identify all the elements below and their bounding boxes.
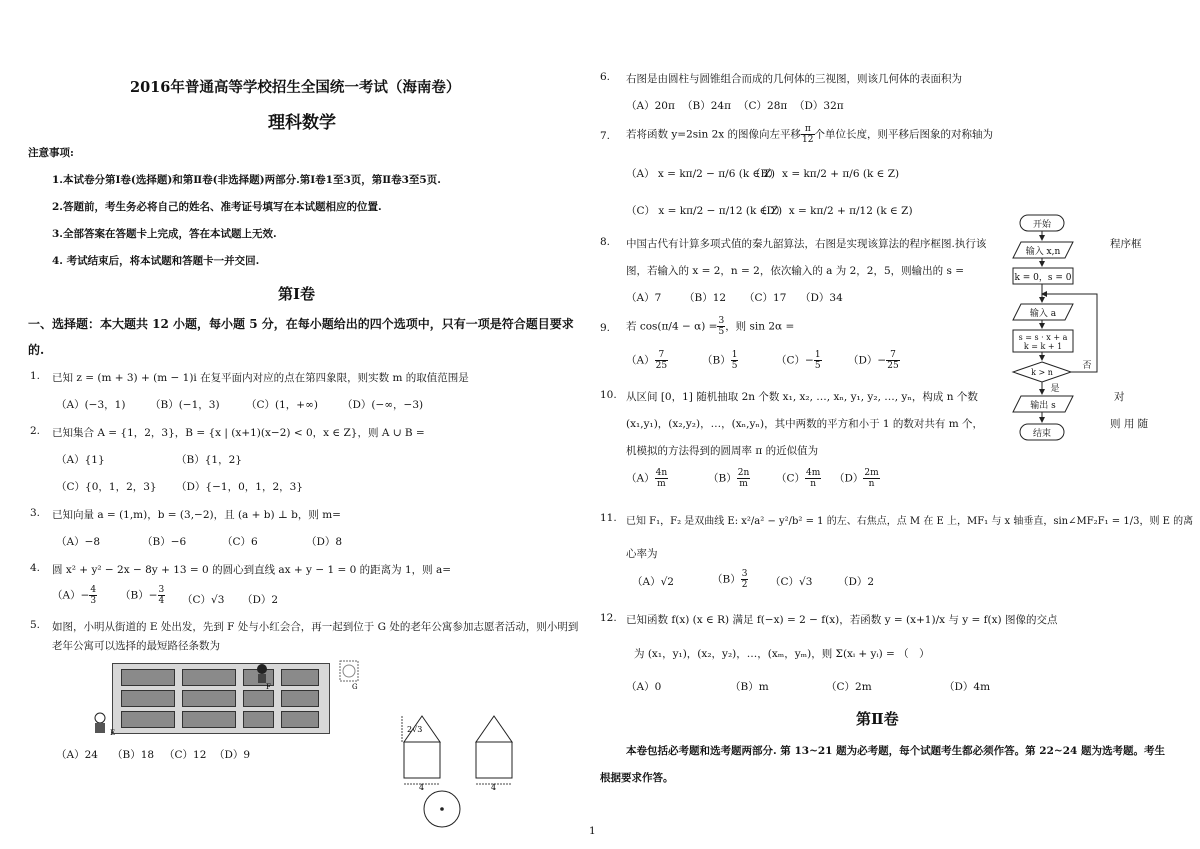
q12-option-d: （D）4m [944, 681, 991, 693]
q11-option-d: （D）2 [838, 576, 875, 588]
q2-number: 2. [30, 425, 41, 437]
part2-title: 第Ⅱ卷 [856, 710, 899, 728]
page-number: 1 [589, 825, 596, 837]
q12-option-c: （C）2m [826, 681, 872, 693]
point-f-label: F [266, 683, 271, 691]
q7-option-d: （D） x = kπ/2 + π/12 (k ∈ Z) [756, 205, 913, 217]
q11-option-a: （A）√2 [632, 576, 674, 588]
q1-number: 1. [30, 370, 41, 382]
notes-heading: 注意事项: [28, 147, 74, 159]
q8-option-b: （B）12 [684, 292, 727, 304]
q1-option-a: （A）(−3，1) [56, 399, 126, 411]
q6-option-d: （D）32π [794, 100, 844, 112]
q5-stem-line2: 老年公寓可以选择的最短路径条数为 [52, 640, 220, 652]
flowchart-start-label: 开始 [1032, 220, 1052, 230]
q8-number: 8. [600, 236, 611, 248]
q10-stem-line2-tail: 则 用 随 [1110, 418, 1149, 430]
q4-number: 4. [30, 562, 41, 574]
q1-option-b: （B）(−1，3) [150, 399, 220, 411]
flowchart-input-xn-label: 输入 x,n [1025, 247, 1061, 257]
q5-number: 5. [30, 619, 41, 631]
q9-number: 9. [600, 322, 611, 334]
section-heading-line1: 一、选择题：本大题共 12 小题，每小题 5 分，在每小题给出的四个选项中，只有一项是符合题目要求 [28, 317, 574, 331]
q10-option-a: （A） $\frac{4n}{m}$ [626, 468, 668, 489]
q4-stem: 圆 x² + y² − 2x − 8y + 13 = 0 的圆心到直线 ax + y − 1 = 0 的距离为 1，则 a= [52, 564, 452, 576]
q8-option-c: （C）17 [744, 292, 787, 304]
q6-stem: 右图是由圆柱与圆锥组合而成的几何体的三视图，则该几何体的表面积为 [626, 73, 962, 85]
q12-option-b: （B）m [730, 681, 769, 693]
q7-stem: 若将函数 y=2sin 2x 的图像向左平移 $\frac{\pi}{12}$ 个单位长度，则平移后图象的对称轴为 [626, 124, 993, 145]
q10-option-c: （C） $\frac{4m}{n}$ [776, 468, 821, 489]
q10-option-d: （D） $\frac{2m}{n}$ [834, 468, 879, 489]
program-flowchart [1005, 210, 1115, 450]
q12-stem-line1: 已知函数 f(x) (x ∈ R) 满足 f(−x) = 2 − f(x)，若函数 y = (x+1)/x 与 y = f(x) 图像的交点 [626, 614, 1058, 626]
q11-option-b: （B） $\frac{3}{2}$ [712, 569, 748, 590]
side-view [476, 716, 512, 778]
q10-stem-line3: 机模拟的方法得到的圆周率 π 的近似值为 [626, 445, 819, 457]
q9-option-d: （D）− $\frac{7}{25}$ [848, 350, 899, 371]
q11-stem-line2: 心率为 [626, 548, 658, 560]
part2-intro-line2: 根据要求作答。 [600, 772, 674, 784]
q3-option-d: （D）8 [306, 536, 343, 548]
street-grid-characters [90, 655, 370, 745]
q12-number: 12. [600, 612, 617, 624]
q3-option-a: （A）−8 [56, 536, 101, 548]
flowchart-init-label: k = 0，s = 0 [1014, 273, 1072, 283]
q9-option-b: （B） $\frac{1}{5}$ [702, 350, 738, 371]
flowchart-no-label: 否 [1082, 361, 1092, 371]
q9-stem: 若 cos(π/4 − α) = $\frac{3}{5}$ ，则 sin 2α = [626, 316, 795, 337]
q7-option-c: （C） x = kπ/2 − π/12 (k ∈ Z) [626, 205, 783, 217]
section-heading-line2: 的. [28, 343, 45, 357]
note-item-2: 2.答题前，考生务必将自己的姓名、准考证号填写在本试题相应的位置. [52, 201, 382, 213]
part1-title: 第Ⅰ卷 [278, 285, 316, 303]
width-dimension-label: 4 [491, 783, 497, 792]
q4-option-d: （D）2 [242, 594, 279, 606]
q2-option-d: （D）{−1，0，1，2，3} [176, 481, 303, 493]
q10-option-b: （B） $\frac{2n}{m}$ [708, 468, 750, 489]
part2-intro-line1: 本卷包括必考题和选考题两部分. 第 13~21 题为必考题，每个试题考生都必须作答。第 22~24 题为选考题。考生 [626, 745, 1165, 757]
q11-number: 11. [600, 512, 617, 524]
q3-stem: 已知向量 a = (1,m)，b = (3,−2)，且 (a + b) ⊥ b，则 m= [52, 509, 341, 521]
q7-number: 7. [600, 130, 611, 142]
q4-option-c: （C）√3 [182, 594, 225, 606]
q10-stem-line1-tail: 对 [1114, 391, 1125, 403]
q8-stem-line2: 图，若输入的 x = 2，n = 2，依次输入的 a 为 2，2，5，则输出的 s = [626, 265, 965, 277]
q5-option-a: （A）24 [56, 749, 98, 761]
building-icon [340, 661, 358, 681]
flowchart-end-label: 结束 [1032, 429, 1052, 439]
q5-option-c: （C）12 [164, 749, 207, 761]
q8-option-d: （D）34 [800, 292, 843, 304]
q8-option-a: （A）7 [626, 292, 662, 304]
q6-option-c: （C）28π [738, 100, 788, 112]
q8-stem-line1-tail: 程序框 [1110, 238, 1142, 250]
q3-option-c: （C）6 [222, 536, 258, 548]
q6-option-b: （B）24π [682, 100, 731, 112]
q10-number: 10. [600, 389, 617, 401]
q12-stem-line2: 为 (x₁，y₁)，(x₂，y₂)，…，(xₘ，yₘ)，则 Σ(xᵢ + yᵢ) = （ ） [634, 648, 930, 660]
flowchart-input-a-label: 输入 a [1029, 309, 1057, 319]
width-dimension-label: 4 [419, 783, 425, 792]
q1-option-c: （C）(1，+∞) [246, 399, 318, 411]
flowchart-condition-label: k > n [1031, 368, 1053, 377]
top-view [424, 791, 460, 827]
exam-subject: 理科数学 [268, 113, 336, 133]
point-g-label: G [352, 683, 358, 691]
q1-option-d: （D）(−∞，−3) [342, 399, 424, 411]
q5-stem-line1: 如图，小明从街道的 E 处出发，先到 F 处与小红会合，再一起到位于 G 处的老年公寓参加志愿者活动，则小明到 [52, 621, 579, 633]
q11-option-c: （C）√3 [770, 576, 813, 588]
q6-option-a: （A）20π [626, 100, 675, 112]
exam-title: 2016年普通高等学校招生全国统一考试（海南卷） [130, 79, 461, 96]
point-e-label: E [110, 729, 116, 737]
height-dimension-label: 2√3 [407, 725, 423, 734]
q7-option-a: （A） x = kπ/2 − π/6 (k ∈ Z) [626, 168, 776, 180]
q11-stem-line1: 已知 F₁，F₂ 是双曲线 E: x²/a² − y²/b² = 1 的左、右焦点，点 M 在 E 上，MF₁ 与 x 轴垂直，sin∠MF₂F₁ = 1/3，则 E 的离 [626, 516, 1194, 527]
q9-option-c: （C）− $\frac{1}{5}$ [776, 350, 821, 371]
q2-option-a: （A）{1} [56, 454, 105, 466]
q7-option-b: （B） x = kπ/2 + π/6 (k ∈ Z) [750, 168, 900, 180]
flowchart-update-label-1: s = s · x + a [1018, 333, 1068, 342]
q5-option-d: （D）9 [214, 749, 251, 761]
q4-option-a: （A）− $\frac{4}{3}$ [52, 585, 97, 606]
q9-option-a: （A） $\frac{7}{25}$ [626, 350, 668, 371]
q10-stem-line2: (x₁,y₁)，(x₂,y₂)，…，(xₙ,yₙ)，其中两数的平方和小于 1 的数对共有 m 个， [626, 418, 984, 430]
q6-number: 6. [600, 71, 611, 83]
note-item-4: 4. 考试结束后，将本试题和答题卡一并交回. [52, 255, 260, 267]
flowchart-yes-label: 是 [1050, 384, 1060, 394]
q12-option-a: （A）0 [626, 681, 662, 693]
person-icon [257, 664, 267, 683]
q3-number: 3. [30, 507, 41, 519]
three-view-figure [400, 712, 540, 832]
q8-stem-line1: 中国古代有计算多项式值的秦九韶算法，右图是实现该算法的程序框图.执行该 [626, 238, 987, 250]
note-item-1: 1.本试卷分第Ⅰ卷(选择题)和第Ⅱ卷(非选择题)两部分.第Ⅰ卷1至3页，第Ⅱ卷3至5页. [52, 174, 441, 186]
flowchart-update-label-2: k = k + 1 [1023, 342, 1063, 351]
flowchart-output-label: 输出 s [1030, 401, 1056, 411]
q2-option-c: （C）{0，1，2，3} [56, 481, 157, 493]
q2-stem: 已知集合 A = {1，2，3}，B = {x | (x+1)(x−2) < 0，x ∈ Z}，则 A ∪ B = [52, 427, 425, 439]
q10-stem-line1: 从区间 [0，1] 随机抽取 2n 个数 x₁, x₂, …, xₙ, y₁, y₂, …, yₙ，构成 n 个数 [626, 391, 978, 403]
q1-stem: 已知 z = (m + 3) + (m − 1)i 在复平面内对应的点在第四象限，则实数 m 的取值范围是 [52, 372, 469, 384]
q5-option-b: （B）18 [112, 749, 155, 761]
person-icon [95, 713, 105, 733]
q4-option-b: （B）− $\frac{3}{4}$ [120, 585, 165, 606]
q2-option-b: （B）{1，2} [176, 454, 242, 466]
note-item-3: 3.全部答案在答题卡上完成，答在本试题上无效. [52, 228, 277, 240]
q3-option-b: （B）−6 [142, 536, 187, 548]
